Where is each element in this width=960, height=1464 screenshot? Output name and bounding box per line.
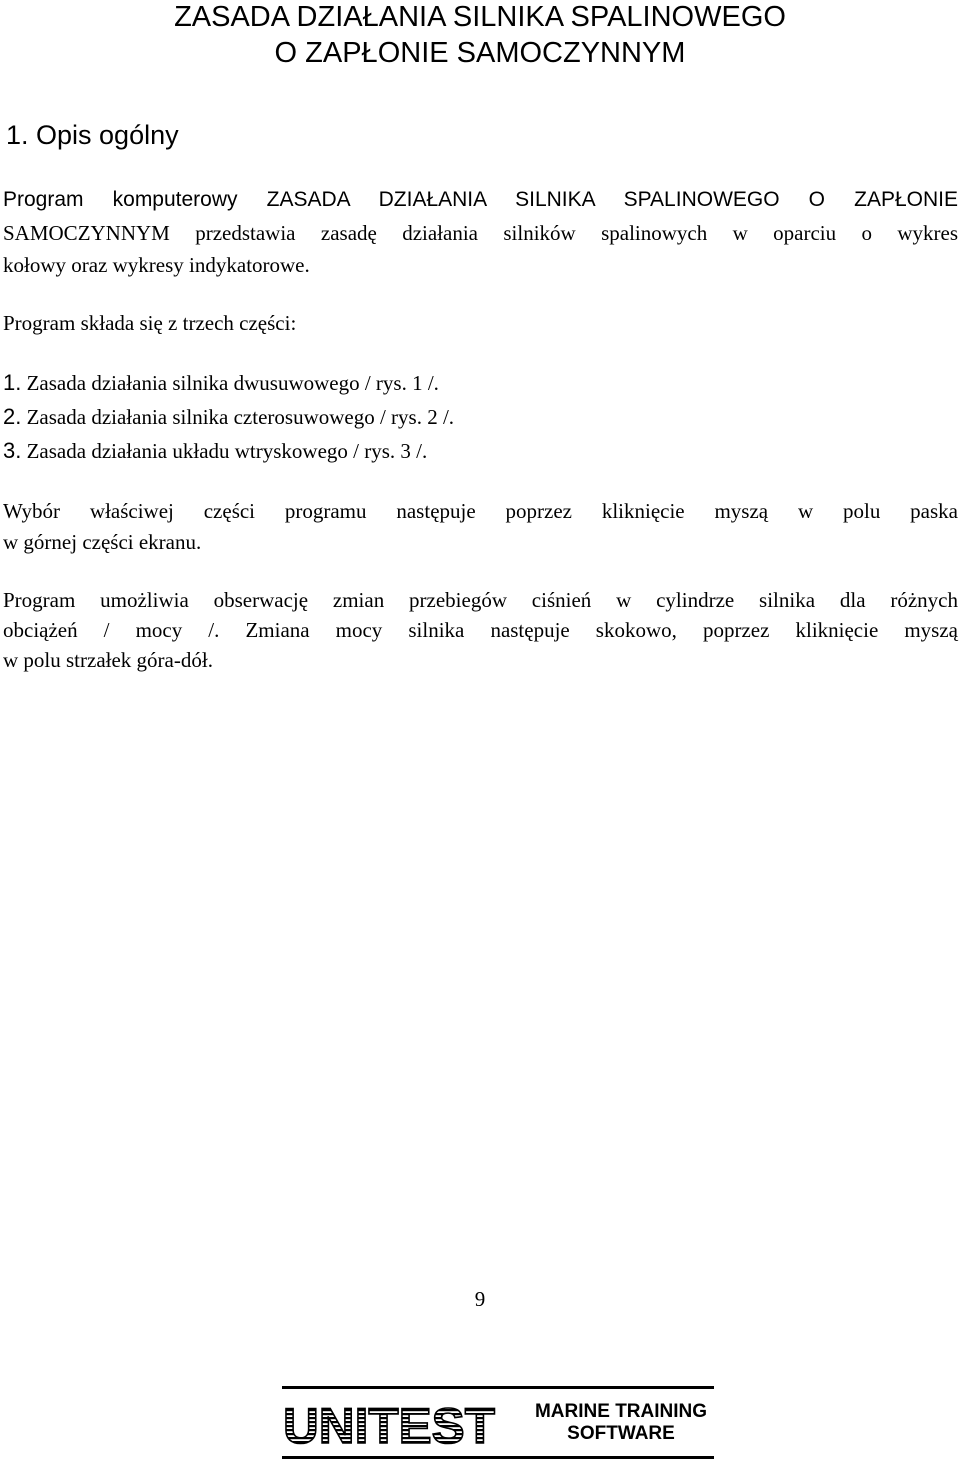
parts-intro: Program składa się z trzech części: [3, 311, 297, 335]
unitest-logo-icon [282, 1397, 497, 1451]
section-heading: 1. Opis ogólny [6, 120, 179, 150]
selection-paragraph-line-2: w górnej części ekranu. [3, 530, 202, 554]
tagline-line-2: SOFTWARE [567, 1423, 675, 1444]
list-item-number: 3. [3, 438, 22, 463]
list-item-3 [3, 437, 427, 465]
list-item-text: Zasada działania układu wtryskowego / rys. 3 /. [21, 439, 428, 463]
list-item-number: 2. [3, 404, 22, 429]
observation-paragraph-line-1: Program umożliwia obserwację zmian przebiegów ciśnień w cylindrze silnika dla różnych [3, 588, 958, 612]
svg-text:UNITEST: UNITEST [283, 1398, 495, 1451]
tagline-line-1: MARINE TRAINING [534, 1401, 708, 1422]
page-number: 9 [474, 1287, 486, 1311]
document-title-line-2: O ZAPŁONIE SAMOCZYNNYM [274, 37, 686, 69]
unitest-logo [282, 1397, 497, 1451]
list-item-text: Zasada działania silnika czterosuwowego / rys. 2 /. [21, 405, 455, 429]
list-item-1 [3, 369, 439, 397]
intro-paragraph-line-3: kołowy oraz wykresy indykatorowe. [3, 253, 310, 277]
selection-paragraph-line-1: Wybór właściwej części programu następuje poprzez kliknięcie myszą w polu paska [3, 499, 958, 523]
footer-rule-bottom [282, 1456, 714, 1459]
list-item-text: Zasada działania silnika dwusuwowego / rys. 1 /. [21, 371, 439, 395]
intro-paragraph-line-1: Program komputerowy ZASADA DZIAŁANIA SILNIKA SPALINOWEGO O ZAPŁONIE [3, 188, 958, 211]
intro-paragraph-line-2: SAMOCZYNNYM przedstawia zasadę działania silników spalinowych w oparciu o wykres [3, 221, 958, 245]
observation-paragraph-line-3: w polu strzałek góra-dół. [3, 648, 213, 672]
list-item-2 [3, 403, 454, 431]
footer-rule-top [282, 1386, 714, 1389]
document-title-line-1: ZASADA DZIAŁANIA SILNIKA SPALINOWEGO [174, 1, 786, 33]
observation-paragraph-line-2: obciążeń / mocy /. Zmiana mocy silnika następuje skokowo, poprzez kliknięcie myszą [3, 618, 958, 642]
list-item-number: 1. [3, 370, 22, 395]
